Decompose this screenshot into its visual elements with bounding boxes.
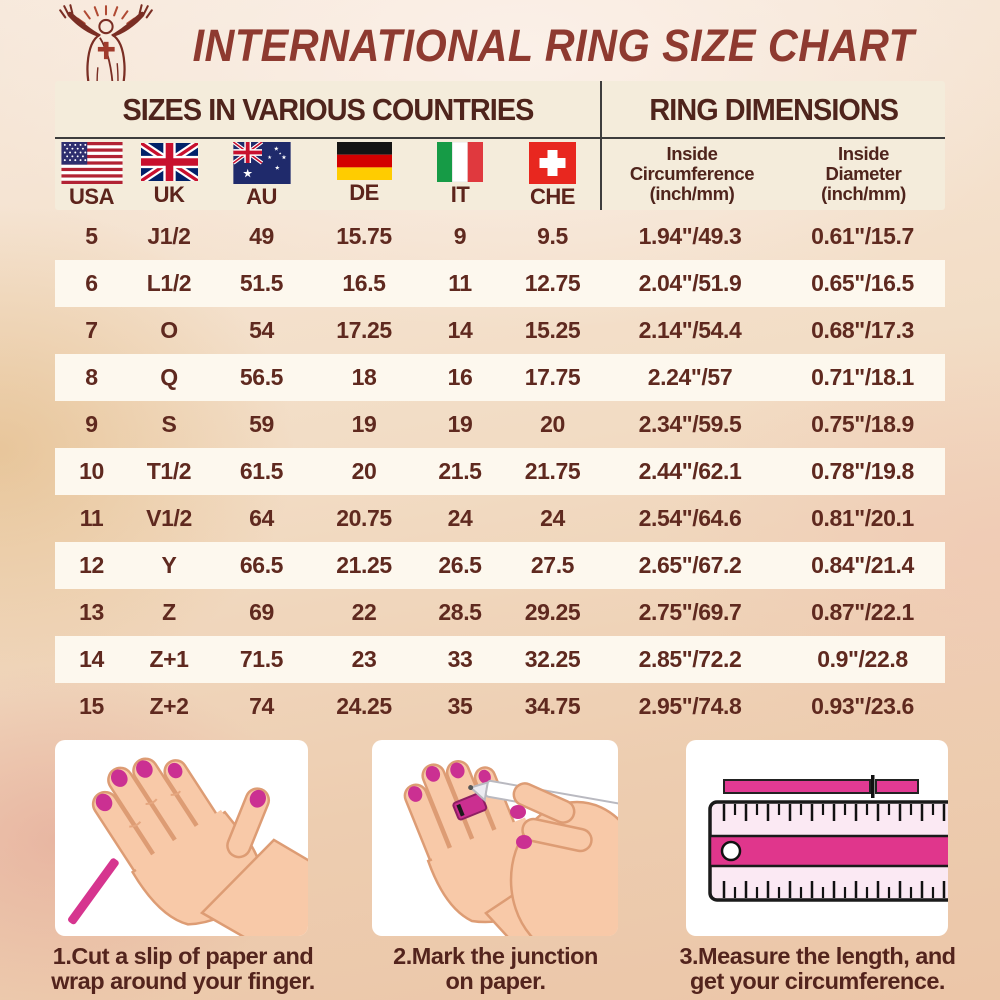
cell: 27.5 xyxy=(530,552,575,578)
mark-junction-illustration-icon xyxy=(372,740,618,936)
cell: 20.75 xyxy=(336,505,392,531)
cell: 6 xyxy=(85,270,98,296)
country-column-de xyxy=(313,141,415,209)
cell: Q xyxy=(160,364,178,390)
cell: 18 xyxy=(351,364,377,390)
cell: 16.5 xyxy=(342,270,386,296)
cell: 14 xyxy=(79,646,104,672)
cell: 32.25 xyxy=(524,646,581,672)
cell: O xyxy=(160,317,178,343)
section-header-dimensions: RING DIMENSIONS xyxy=(649,92,898,127)
cell: 33 xyxy=(447,646,473,672)
section-header-countries: SIZES IN VARIOUS COUNTRIES xyxy=(121,92,533,127)
country-column-usa xyxy=(55,141,128,209)
flags-row xyxy=(55,141,600,209)
usa-flag-icon xyxy=(61,142,123,184)
country-column-uk xyxy=(128,141,210,209)
cell: 21.25 xyxy=(336,552,392,578)
country-column-au xyxy=(210,141,313,209)
de-flag-icon xyxy=(337,142,392,180)
cell: Z+1 xyxy=(149,646,189,672)
cell: 0.81"/20.1 xyxy=(811,505,914,531)
table-row xyxy=(55,213,945,260)
page-title: INTERNATIONAL RING SIZE CHART xyxy=(192,20,915,71)
country-label: AU xyxy=(246,184,277,209)
cell: T1/2 xyxy=(146,458,192,484)
cell: 2.54"/64.6 xyxy=(638,505,742,531)
cell: 0.78"/19.8 xyxy=(811,458,914,484)
cell: 29.25 xyxy=(524,599,581,625)
table-header xyxy=(55,81,945,210)
cell: 2.85"/72.2 xyxy=(638,646,742,672)
cell: Y xyxy=(161,552,177,578)
table-row xyxy=(55,401,945,448)
country-label: UK xyxy=(153,182,185,207)
cell: 5 xyxy=(85,223,98,249)
cell: 19 xyxy=(351,411,377,437)
cell: 9 xyxy=(85,411,98,437)
cell: 10 xyxy=(79,458,104,484)
che-flag-icon xyxy=(529,142,576,184)
cell: 22 xyxy=(351,599,377,625)
cell: 64 xyxy=(249,505,274,531)
instruction-caption-2: 2.Mark the junction on paper. xyxy=(393,943,598,994)
cell: 0.68"/17.3 xyxy=(811,317,914,343)
ruler-illustration-icon xyxy=(686,740,948,936)
cell: 51.5 xyxy=(239,270,284,296)
cell: 16 xyxy=(447,364,473,390)
instruction-panel-2 xyxy=(372,740,618,936)
cell: 21.5 xyxy=(438,458,482,484)
cell: 2.14"/54.4 xyxy=(638,317,742,343)
cell: 17.25 xyxy=(336,317,392,343)
cell: 1.94"/49.3 xyxy=(638,223,742,249)
cell: 49 xyxy=(249,223,274,249)
uk-flag-icon xyxy=(141,142,198,182)
table-row xyxy=(55,354,945,401)
country-label: IT xyxy=(450,182,470,207)
au-flag-icon xyxy=(232,142,292,184)
cell: 2.34"/59.5 xyxy=(638,411,742,437)
cell: 23 xyxy=(351,646,377,672)
cell: 2.04"/51.9 xyxy=(638,270,742,296)
dimension-headers xyxy=(602,139,945,209)
cell: 0.61"/15.7 xyxy=(811,223,914,249)
cell: 0.84"/21.4 xyxy=(811,552,914,578)
instruction-panel-3 xyxy=(686,740,948,936)
cell: Z+2 xyxy=(149,693,189,719)
cell: 9 xyxy=(453,223,467,249)
cell: 0.71"/18.1 xyxy=(811,364,914,390)
cell: 54 xyxy=(249,317,274,343)
country-label: DE xyxy=(349,180,379,205)
cell: V1/2 xyxy=(146,505,192,531)
cell: 24.25 xyxy=(336,693,392,719)
cell: 71.5 xyxy=(239,646,284,672)
instruction-caption-3: 3.Measure the length, and get your circumference. xyxy=(679,943,956,994)
cell: 0.65"/16.5 xyxy=(811,270,914,296)
table-row xyxy=(55,542,945,589)
cell: 15.25 xyxy=(524,317,581,343)
instruction-caption-1: 1.Cut a slip of paper and wrap around your finger. xyxy=(51,943,315,994)
table-row xyxy=(55,636,945,683)
table-row xyxy=(55,495,945,542)
cell: 11 xyxy=(79,505,104,531)
cell: J1/2 xyxy=(147,223,191,249)
country-label: CHE xyxy=(530,184,575,209)
inside-diameter-header: Inside Diameter (inch/mm) xyxy=(821,143,906,204)
cell: L1/2 xyxy=(146,270,192,296)
cell: 8 xyxy=(85,364,98,390)
table-row xyxy=(55,448,945,495)
cell: 61.5 xyxy=(239,458,284,484)
cell: 12 xyxy=(79,552,104,578)
table-row xyxy=(55,683,945,730)
cell: 34.75 xyxy=(524,693,581,719)
cell: 7 xyxy=(85,317,98,343)
country-label: USA xyxy=(69,184,114,209)
cell: 17.75 xyxy=(524,364,581,390)
cell: 9.5 xyxy=(537,223,568,249)
it-flag-icon xyxy=(437,142,483,182)
cell: 0.87"/22.1 xyxy=(811,599,914,625)
cell: 2.44"/62.1 xyxy=(638,458,742,484)
table-row xyxy=(55,307,945,354)
cell: 74 xyxy=(249,693,274,719)
cell: 59 xyxy=(249,411,274,437)
table-row xyxy=(55,260,945,307)
cell: 0.9"/22.8 xyxy=(817,646,908,672)
cell: 20 xyxy=(540,411,565,437)
ring-size-table xyxy=(55,213,945,730)
cell: 11 xyxy=(448,270,472,296)
cell: 12.75 xyxy=(524,270,581,296)
cell: 2.95"/74.8 xyxy=(638,693,742,719)
cell: 2.65"/67.2 xyxy=(638,552,742,578)
cell: 2.24"/57 xyxy=(647,364,733,390)
hand-paper-illustration-icon xyxy=(55,740,308,936)
table-row xyxy=(55,589,945,636)
cell: 24 xyxy=(447,505,473,531)
cell: 26.5 xyxy=(438,552,482,578)
cell: 28.5 xyxy=(438,599,482,625)
cell: 56.5 xyxy=(239,364,284,390)
cell: 14 xyxy=(447,317,473,343)
cell: S xyxy=(161,411,177,437)
country-column-it xyxy=(415,141,505,209)
cell: 35 xyxy=(447,693,473,719)
cell: 69 xyxy=(249,599,274,625)
cell: 21.75 xyxy=(524,458,581,484)
cell: Z xyxy=(162,599,176,625)
cell: 2.75"/69.7 xyxy=(638,599,742,625)
cell: 15 xyxy=(79,693,104,719)
cell: 24 xyxy=(540,505,565,531)
cell: 20 xyxy=(351,458,377,484)
cell: 0.93"/23.6 xyxy=(811,693,914,719)
cell: 66.5 xyxy=(239,552,284,578)
cell: 15.75 xyxy=(336,223,392,249)
inside-circumference-header: Inside Circumference (inch/mm) xyxy=(629,143,755,204)
instruction-panel-1 xyxy=(55,740,308,936)
cell: 19 xyxy=(447,411,473,437)
cell: 0.75"/18.9 xyxy=(811,411,914,437)
country-column-che xyxy=(505,141,600,209)
cell: 13 xyxy=(79,599,104,625)
